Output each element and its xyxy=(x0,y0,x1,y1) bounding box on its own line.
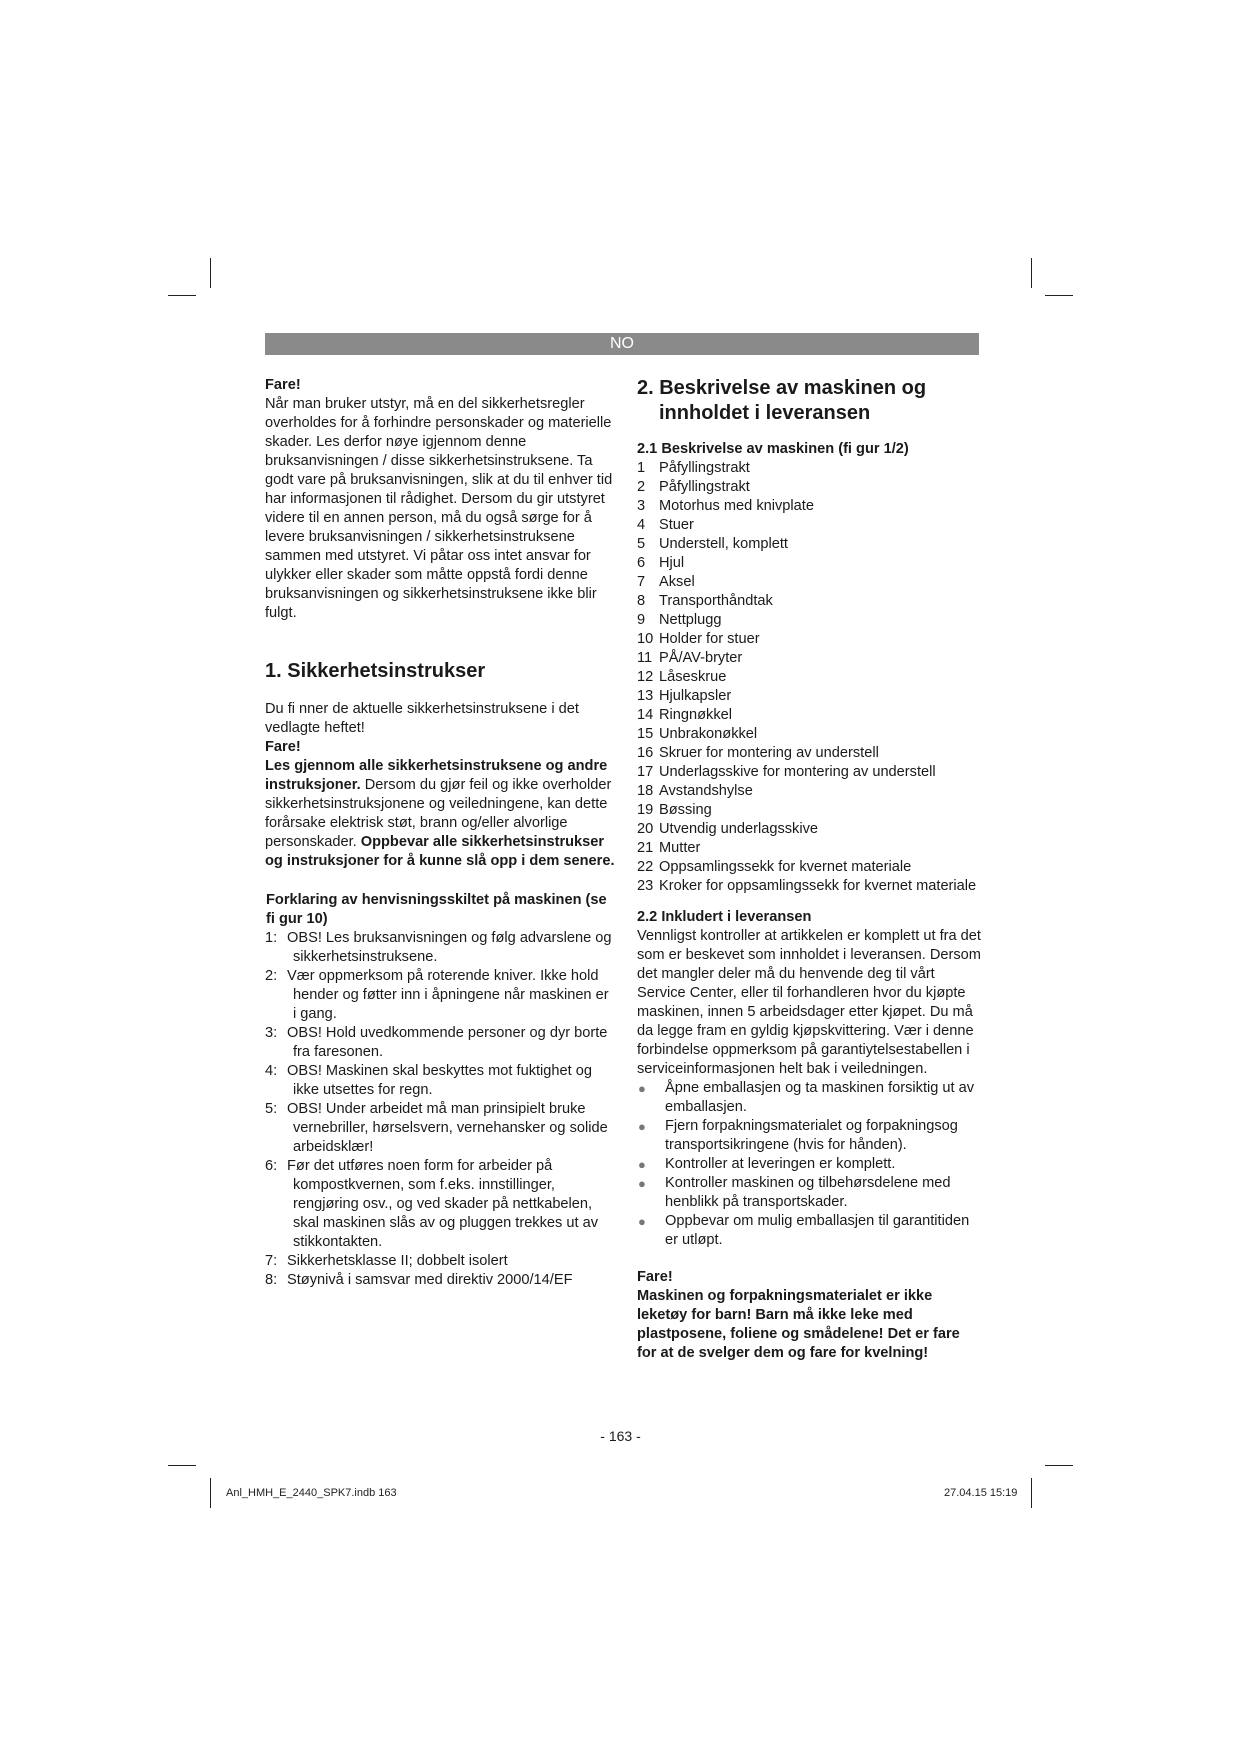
sign-item: 5: OBS! Under arbeidet må man prinsipielt bruke vernebriller, hørselsvern, vernehansker og solide arbeidsklær! xyxy=(265,1101,608,1155)
bullet-icon: ● xyxy=(638,1176,646,1191)
crop-mark xyxy=(1045,1465,1073,1466)
sign-item: 3: OBS! Hold uvedkommende personer og dyr borte fra faresonen. xyxy=(265,1025,608,1060)
file-info: Anl_HMH_E_2440_SPK7.indb 163 xyxy=(226,1487,397,1499)
final-warning-text: Maskinen og forpakningsmaterialet er ikke leketøy for barn! Barn må ikke leke med plastposene, foliene og smådelene! Det er fare for at de svelger dem og fare for kvelning! xyxy=(637,1288,960,1361)
part-item: 2 Påfyllingstrakt xyxy=(637,479,750,495)
part-item: 8 Transporthåndtak xyxy=(637,593,773,609)
sign-item: 7: Sikkerhetsklasse II; dobbelt isolert xyxy=(265,1253,508,1269)
page-number: - 163 - xyxy=(600,1428,641,1444)
warning-paragraph xyxy=(265,757,615,871)
part-item: 10 Holder for stuer xyxy=(637,631,760,647)
checklist-item: ● Åpne emballasjen og ta maskinen forsiktig ut av emballasjen. xyxy=(638,1080,975,1115)
part-item: 3 Motorhus med knivplate xyxy=(637,498,814,514)
crop-mark xyxy=(210,258,211,288)
part-item: 7 Aksel xyxy=(637,574,695,590)
part-item: 9 Nettplugg xyxy=(637,612,722,628)
sign-item: 2: Vær oppmerksom på roterende kniver. Ikke hold hender og føtter inn i åpningene når maskinen er i gang. xyxy=(265,968,609,1022)
bullet-icon: ● xyxy=(638,1214,646,1229)
section-2-title: 2. Beskrivelse av maskinen og innholdet i leveransen xyxy=(637,377,927,424)
section-1-text: Du fi nner de aktuelle sikkerhetsinstruksene i det vedlagte heftet! xyxy=(265,701,579,736)
part-item: 4 Stuer xyxy=(637,517,694,533)
part-item: 15 Unbrakonøkkel xyxy=(637,726,758,742)
bullet-icon: ● xyxy=(638,1081,646,1096)
part-item: 17 Underlagsskive for montering av understell xyxy=(637,764,936,780)
part-item: 23 Kroker for oppsamlingssekk for kvernet materiale xyxy=(637,878,977,894)
subsection-2-2-text: Vennligst kontroller at artikkelen er komplett ut fra det som er beskevet som innholdet i leveransen. Dersom det mangler deler må du henvende deg til vårt Service Center, eller til forhandleren hvor du kjøpte maskinen, innen 5 arbeidsdager etter kjøpet. Du må da legge fram en gyldig kjøpskvittering. Vær i denne forbindelse oppmerksom på garantiytelsestabellen i serviceinformasjonen helt bak i veiledningen. xyxy=(637,928,981,1077)
part-item: 1 Påfyllingstrakt xyxy=(637,460,750,476)
crop-mark xyxy=(1031,1478,1032,1508)
signs-heading: Forklaring av henvisningsskiltet på maskinen (se fi gur 10) xyxy=(266,892,607,927)
part-item: 22 Oppsamlingssekk for kvernet materiale xyxy=(637,859,912,875)
crop-mark xyxy=(168,1465,196,1466)
final-warning-heading: Fare! xyxy=(637,1269,673,1285)
warning-heading: Fare! xyxy=(265,739,301,755)
sign-item: 6: Før det utføres noen form for arbeider på kompostkvernen, som f.eks. innstillinger, rengjøring osv., og ved skader på nettkabelen, skal maskinen slås av og pluggen trekkes ut av stikkontakten. xyxy=(265,1158,599,1250)
part-item: 18 Avstandshylse xyxy=(637,783,753,799)
sign-item: 4: OBS! Maskinen skal beskyttes mot fuktighet og ikke utsettes for regn. xyxy=(265,1063,592,1098)
part-item: 13 Hjulkapsler xyxy=(637,688,732,704)
bullet-icon: ● xyxy=(638,1119,646,1134)
warning-normal: Dersom du gjør feil og ikke overholder sikkerhetsinstruksjonene og veiledningene, kan dette forårsake elektrisk støt, brann og/eller alvorlige personskader. xyxy=(265,777,612,850)
subsection-2-2-title: 2.2 Inkludert i leveransen xyxy=(637,909,812,925)
part-item: 20 Utvendig underlagsskive xyxy=(637,821,818,837)
crop-mark xyxy=(1045,295,1073,296)
subsection-2-1-title: 2.1 Beskrivelse av maskinen (fi gur 1/2) xyxy=(637,441,909,457)
intro-text: Når man bruker utstyr, må en del sikkerhetsregler overholdes for å forhindre personskader og materielle skader. Les derfor nøye igjennom denne bruksanvisningen / disse sikkerhetsinstruksene. Ta godt vare på bruksanvisningen, slik at du til enhver tid har informasjonen til rådighet. Dersom du gir utstyret videre til en annen person, må du også sørge for å levere bruksanvisningen / sikkerhetsinstruksene sammen med utstyret. Vi påtar oss intet ansvar for ulykker eller skader som måtte oppstå fordi denne bruksanvisningen og sikkerhetsinstruksene ikke blir fulgt. xyxy=(265,396,613,621)
part-item: 12 Låseskrue xyxy=(637,669,727,685)
part-item: 21 Mutter xyxy=(637,840,701,856)
bullet-icon: ● xyxy=(638,1157,646,1172)
left-column xyxy=(265,376,615,1290)
checklist xyxy=(637,1079,981,1250)
part-item: 16 Skruer for montering av understell xyxy=(637,745,879,761)
part-item: 6 Hjul xyxy=(637,555,685,571)
part-item: 11 PÅ/AV-bryter xyxy=(637,650,743,666)
crop-mark xyxy=(1031,258,1032,288)
part-item: 5 Understell, komplett xyxy=(637,536,788,552)
sign-item: 8: Støynivå i samsvar med direktiv 2000/14/EF xyxy=(265,1272,573,1288)
crop-mark xyxy=(210,1478,211,1508)
checklist-item: ● Kontroller at leveringen er komplett. xyxy=(638,1156,896,1172)
crop-mark xyxy=(168,295,196,296)
right-column xyxy=(637,376,981,1363)
checklist-item: ● Oppbevar om mulig emballasjen til garantitiden er utløpt. xyxy=(638,1213,970,1248)
intro-heading: Fare! xyxy=(265,377,301,393)
checklist-item: ● Fjern forpakningsmaterialet og forpakningsog transportsikringene (hvis for hånden). xyxy=(638,1118,958,1153)
language-header-bar: NO xyxy=(265,333,979,355)
part-item: 14 Ringnøkkel xyxy=(637,707,732,723)
warning-bold-2: Oppbevar alle sikkerhetsinstrukser og instruksjoner for å kunne slå opp i dem senere. xyxy=(265,834,615,869)
section-1-title: 1. Sikkerhetsinstrukser xyxy=(265,660,486,682)
sign-item: 1: OBS! Les bruksanvisningen og følg advarslene og sikkerhetsinstruksene. xyxy=(265,930,612,965)
part-item: 19 Bøssing xyxy=(637,802,712,818)
parts-list xyxy=(637,459,981,896)
signs-list xyxy=(265,929,615,1290)
warning-bold-1: Les gjennom alle sikkerhetsinstruksene og andre instruksjoner. xyxy=(265,758,608,793)
checklist-item: ● Kontroller maskinen og tilbehørsdelene med henblikk på transportskader. xyxy=(638,1175,951,1210)
print-timestamp: 27.04.15 15:19 xyxy=(944,1487,1018,1499)
